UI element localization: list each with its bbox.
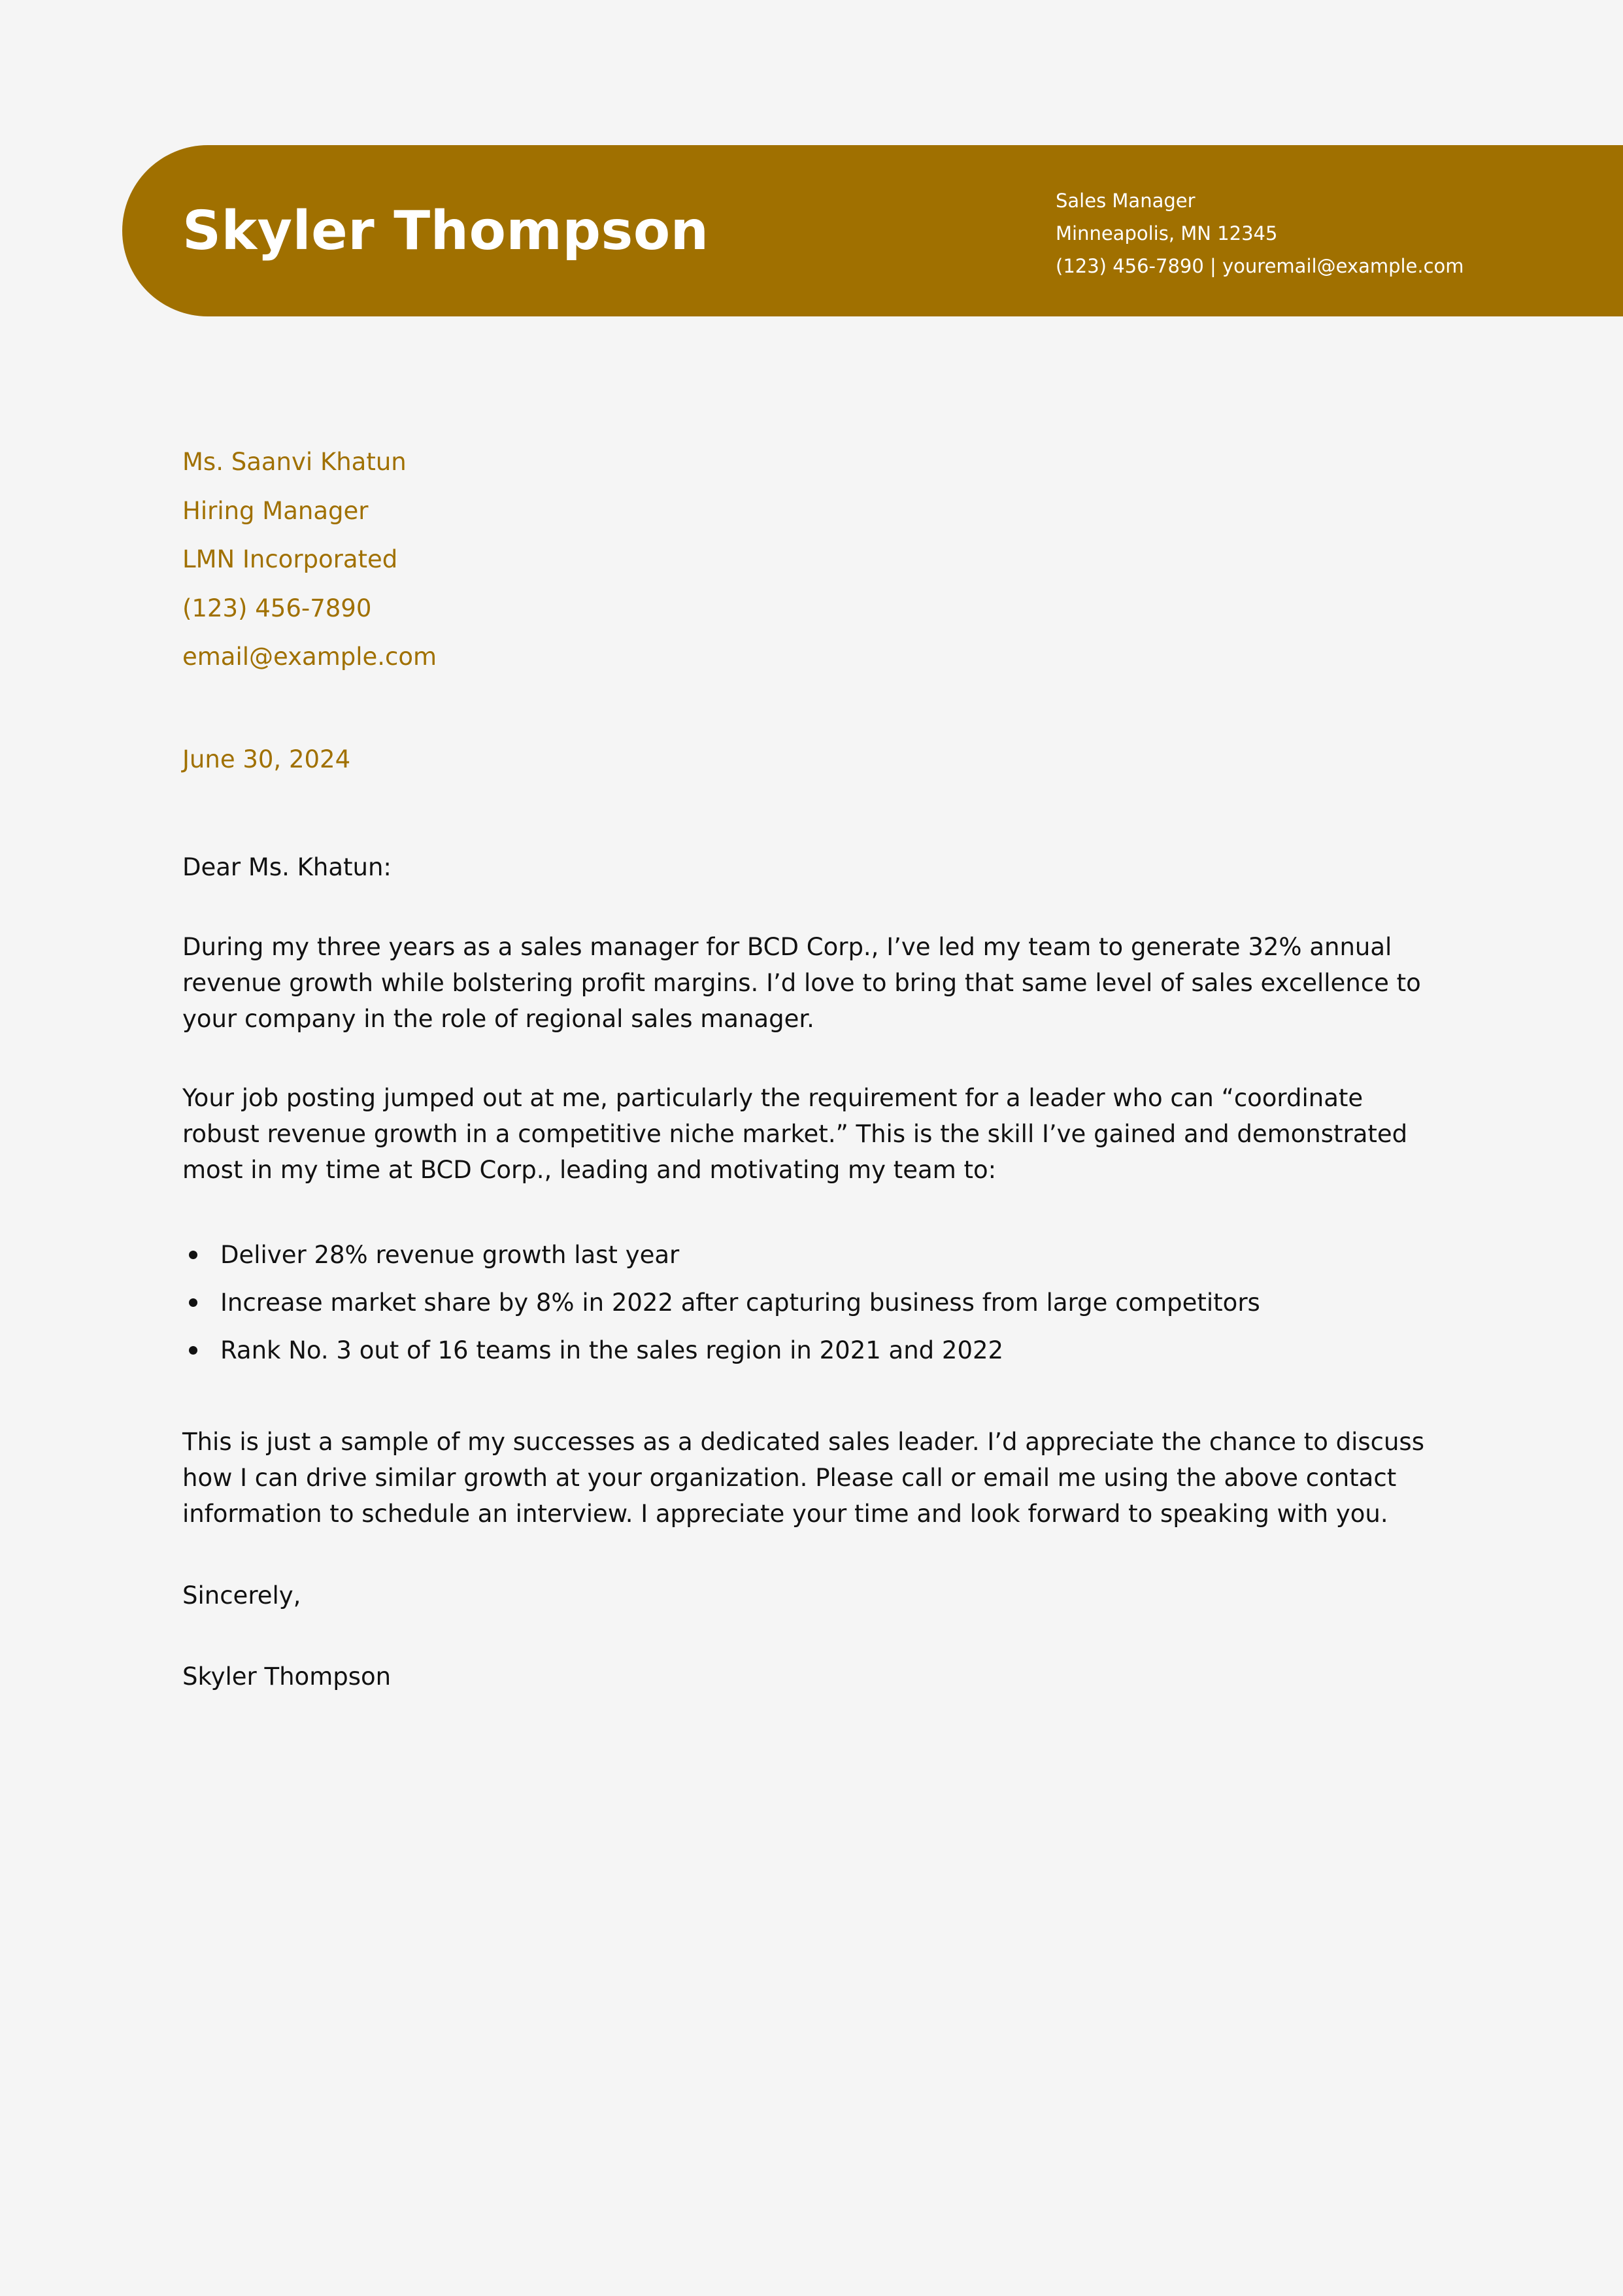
list-item [182,1279,1444,1326]
bullet-icon [189,1251,197,1259]
recipient-phone: (123) 456-7890 [182,594,372,622]
sender-title: Sales Manager [1056,190,1196,212]
header-banner [122,145,1623,316]
letter-body [182,438,1444,1695]
bullet-icon [189,1346,197,1355]
sender-location: Minneapolis, MN 12345 [1056,222,1278,245]
recipient-company: LMN Incorporated [182,545,398,573]
paragraph-closing: This is just a sample of my successes as a dedicated sales leader. I’d appreciate the chance to discuss how I can drive similar growth at your organization. Please call or email me using the above contact information to schedule an interview. I appreciate your time and look forward to speaking with you. [182,1427,1424,1528]
sender-phone-email: (123) 456-7890 | youremail@example.com [1056,255,1464,277]
list-item-text: Rank No. 3 out of 16 teams in the sales region in 2021 and 2022 [220,1336,1004,1364]
recipient-email: email@example.com [182,643,437,671]
bullet-icon [189,1298,197,1307]
letter-date: June 30, 2024 [182,745,351,773]
sender-contact [1056,184,1464,282]
achievements-list [182,1231,1444,1374]
recipient-name: Ms. Saanvi Khatun [182,448,407,476]
recipient-block [182,438,1444,682]
signature: Skyler Thompson [182,1662,392,1691]
list-item [182,1231,1444,1279]
list-item-text: Increase market share by 8% in 2022 after capturing business from large competitors [220,1288,1260,1317]
salutation: Dear Ms. Khatun: [182,853,392,881]
paragraph-intro: During my three years as a sales manager for BCD Corp., I’ve led my team to generate 32% annual revenue growth while bolstering profit margins. I’d love to bring that same level of sales excellence to your company in the role of regional sales manager. [182,932,1421,1033]
sender-name: Skyler Thompson [182,199,709,262]
paragraph-skills: Your job posting jumped out at me, particularly the requirement for a leader who can “coordinate robust revenue growth in a competitive niche market.” This is the skill I’ve gained and demonstrated most in my time at BCD Corp., leading and motivating my team to: [182,1083,1408,1184]
list-item-text: Deliver 28% revenue growth last year [220,1240,680,1269]
closing: Sincerely, [182,1581,301,1610]
recipient-role: Hiring Manager [182,496,369,525]
list-item [182,1326,1444,1374]
